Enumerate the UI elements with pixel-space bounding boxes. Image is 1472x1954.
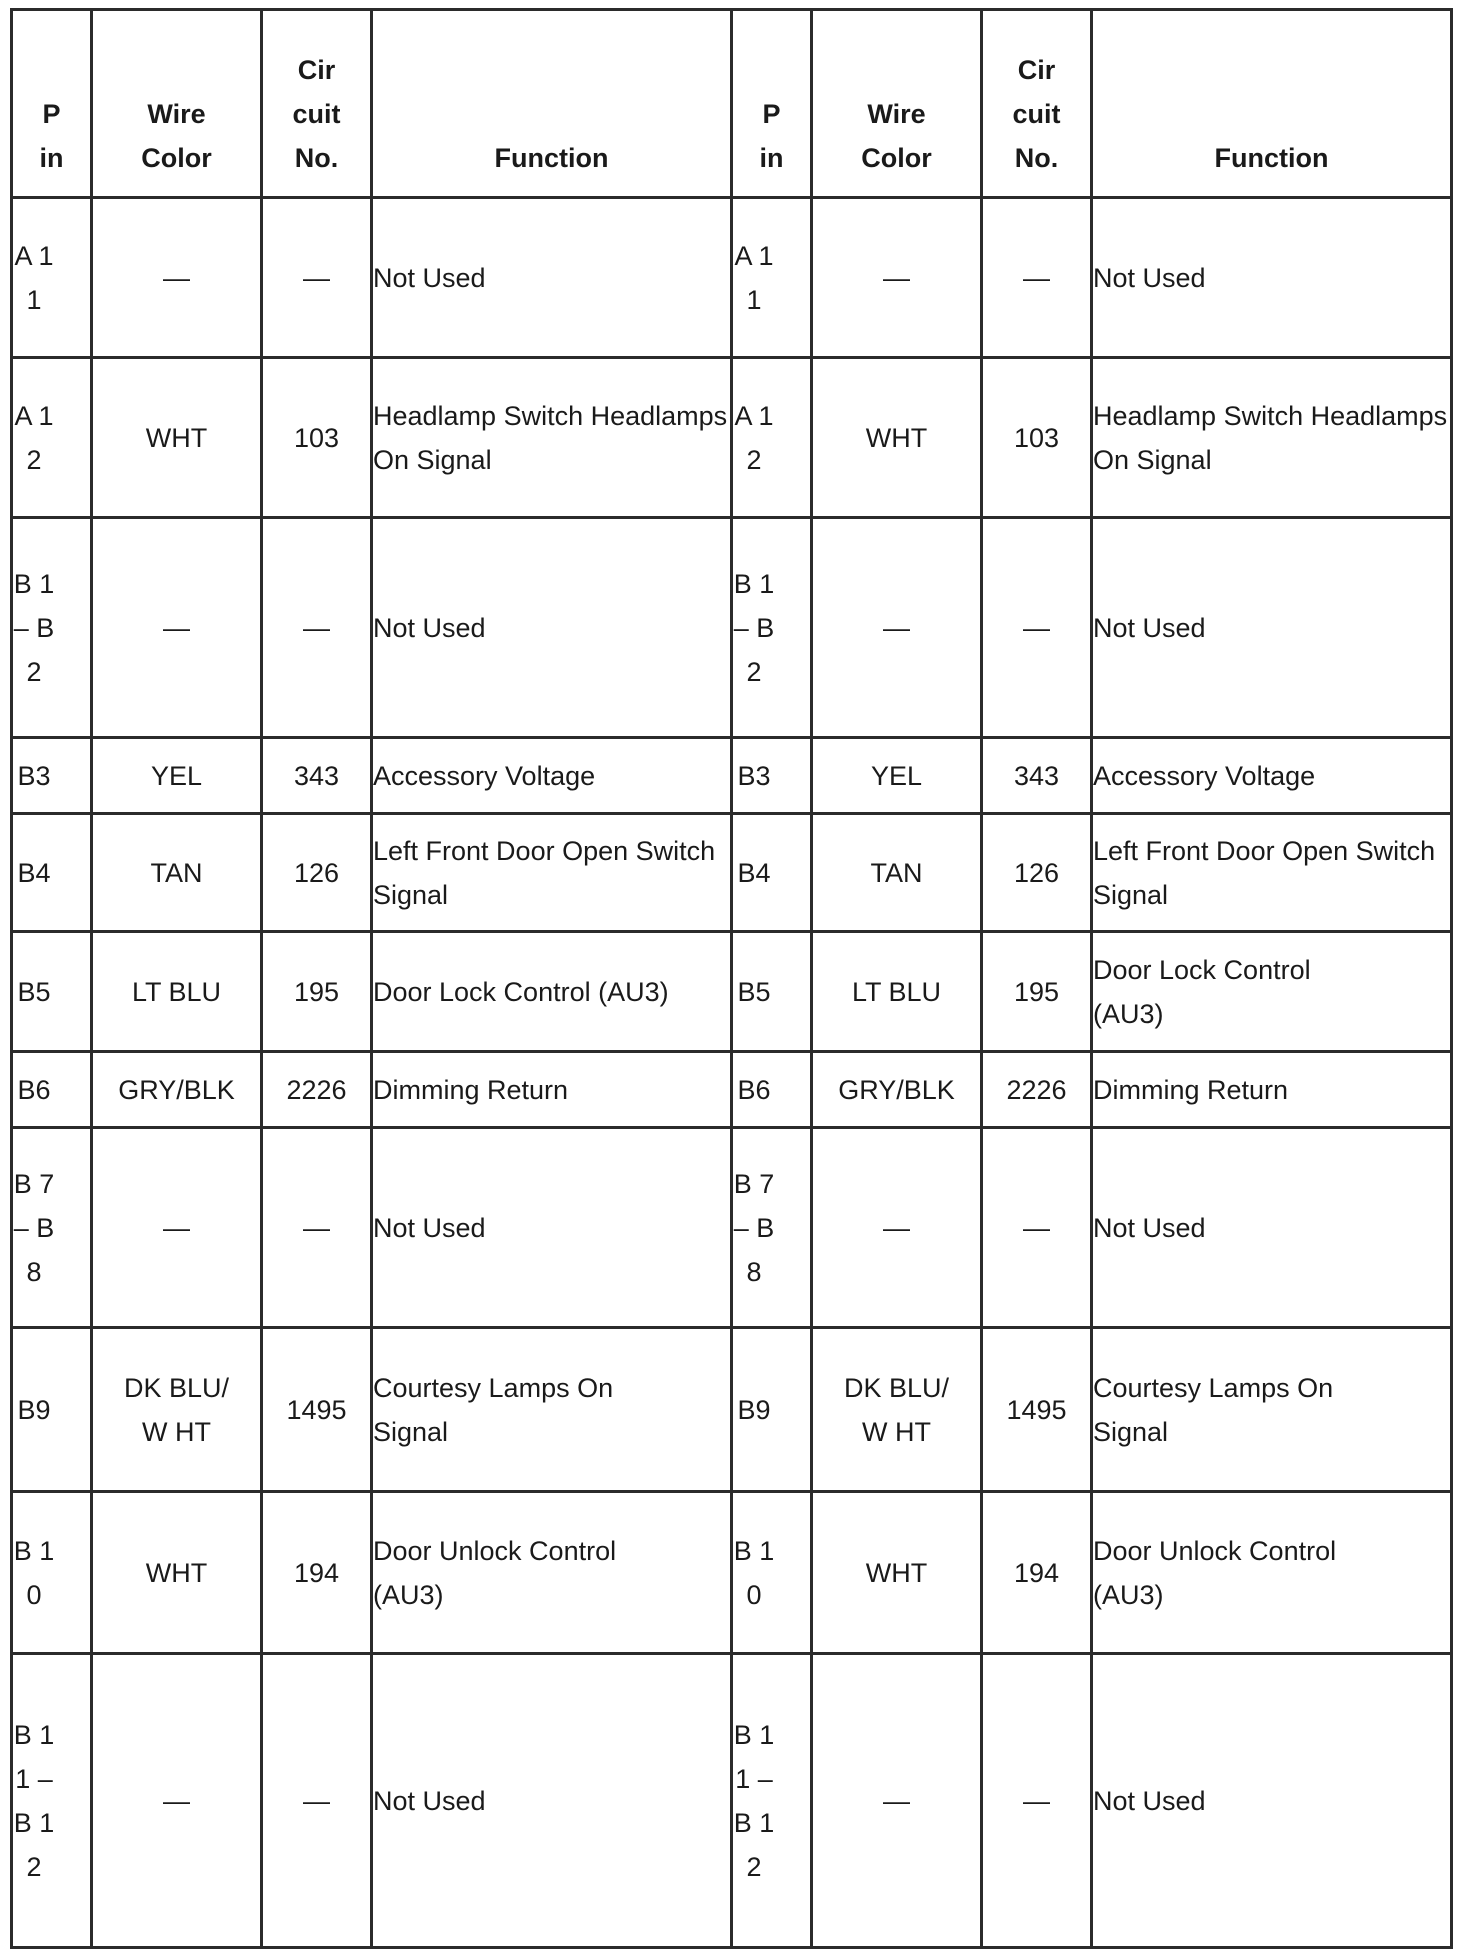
table-row	[12, 198, 1452, 358]
wire-color-cell-left: —	[92, 518, 262, 738]
circuit-number-cell-right: —	[982, 1128, 1092, 1328]
circuit-number-cell-left: —	[262, 1654, 372, 1948]
pin-cell-right: B9	[732, 1328, 812, 1492]
table-row	[12, 738, 1452, 814]
function-cell-right: Accessory Voltage	[1092, 738, 1452, 814]
circuit-number-cell-left: 1495	[262, 1328, 372, 1492]
function-cell-left: Accessory Voltage	[372, 738, 732, 814]
function-cell-left: Not Used	[372, 1654, 732, 1948]
function-cell-right: Not Used	[1092, 1128, 1452, 1328]
table-row	[12, 1128, 1452, 1328]
header-function-right: Function	[1092, 10, 1452, 198]
function-cell-left: Not Used	[372, 518, 732, 738]
circuit-number-cell-right: 195	[982, 932, 1092, 1052]
header-function-left: Function	[372, 10, 732, 198]
header-row	[12, 10, 1452, 198]
wire-color-cell-left: DK BLU/W HT	[92, 1328, 262, 1492]
pin-cell-right: B 1 1 – B 12	[732, 1654, 812, 1948]
wire-color-cell-right: —	[812, 518, 982, 738]
function-cell-right: Door Unlock Control (AU3)	[1092, 1492, 1452, 1654]
circuit-number-cell-left: 126	[262, 814, 372, 932]
wire-color-cell-right: TAN	[812, 814, 982, 932]
pin-cell-right: B 7 – B8	[732, 1128, 812, 1328]
circuit-number-cell-right: 103	[982, 358, 1092, 518]
header-circuit-no-left: Cir cuit No.	[262, 10, 372, 198]
function-cell-left: Headlamp Switch Headlamps On Signal	[372, 358, 732, 518]
pinout-table	[10, 8, 1453, 1949]
function-cell-left: Not Used	[372, 198, 732, 358]
wire-color-cell-left: WHT	[92, 1492, 262, 1654]
pin-cell-left: B3	[12, 738, 92, 814]
wire-color-cell-right: WHT	[812, 1492, 982, 1654]
table-row	[12, 358, 1452, 518]
pin-cell-right: A 12	[732, 358, 812, 518]
header-circuit-no-right: Cir cuit No.	[982, 10, 1092, 198]
pin-cell-left: B4	[12, 814, 92, 932]
function-cell-right: Left Front Door Open Switch Signal	[1092, 814, 1452, 932]
pin-cell-left: A 11	[12, 198, 92, 358]
pin-cell-left: B 10	[12, 1492, 92, 1654]
wire-color-cell-right: GRY/BLK	[812, 1052, 982, 1128]
circuit-number-cell-left: 103	[262, 358, 372, 518]
wire-color-cell-right: LT BLU	[812, 932, 982, 1052]
pin-cell-right: B6	[732, 1052, 812, 1128]
circuit-number-cell-right: 126	[982, 814, 1092, 932]
function-cell-left: Dimming Return	[372, 1052, 732, 1128]
pin-cell-right: B 1 – B2	[732, 518, 812, 738]
wire-color-cell-left: WHT	[92, 358, 262, 518]
function-cell-right: Not Used	[1092, 198, 1452, 358]
function-cell-right: Headlamp Switch Headlamps On Signal	[1092, 358, 1452, 518]
circuit-number-cell-left: —	[262, 198, 372, 358]
wire-color-cell-left: GRY/BLK	[92, 1052, 262, 1128]
header-wire-color-right: Wire Color	[812, 10, 982, 198]
table-row	[12, 814, 1452, 932]
wire-color-cell-left: —	[92, 1128, 262, 1328]
table-row	[12, 518, 1452, 738]
wire-color-cell-right: —	[812, 198, 982, 358]
pin-cell-left: B5	[12, 932, 92, 1052]
function-cell-left: Not Used	[372, 1128, 732, 1328]
circuit-number-cell-right: —	[982, 198, 1092, 358]
table-row	[12, 932, 1452, 1052]
circuit-number-cell-left: —	[262, 518, 372, 738]
circuit-number-cell-right: 2226	[982, 1052, 1092, 1128]
wire-color-cell-right: YEL	[812, 738, 982, 814]
wire-color-cell-left: LT BLU	[92, 932, 262, 1052]
circuit-number-cell-left: 195	[262, 932, 372, 1052]
circuit-number-cell-right: —	[982, 1654, 1092, 1948]
circuit-number-cell-left: 194	[262, 1492, 372, 1654]
wire-color-cell-left: —	[92, 1654, 262, 1948]
function-cell-right: Door Lock Control (AU3)	[1092, 932, 1452, 1052]
pin-cell-left: B6	[12, 1052, 92, 1128]
table-row	[12, 1654, 1452, 1948]
header-wire-color-left: Wire Color	[92, 10, 262, 198]
circuit-number-cell-left: —	[262, 1128, 372, 1328]
function-cell-left: Door Lock Control (AU3)	[372, 932, 732, 1052]
wire-color-cell-right: —	[812, 1128, 982, 1328]
table-row	[12, 1492, 1452, 1654]
pin-cell-left: B 1 – B2	[12, 518, 92, 738]
pin-cell-right: B 10	[732, 1492, 812, 1654]
pin-cell-left: B9	[12, 1328, 92, 1492]
circuit-number-cell-right: 343	[982, 738, 1092, 814]
circuit-number-cell-right: —	[982, 518, 1092, 738]
connector-pinout-sheet	[10, 8, 1450, 1946]
wire-color-cell-left: YEL	[92, 738, 262, 814]
pin-cell-right: B4	[732, 814, 812, 932]
table-row	[12, 1052, 1452, 1128]
function-cell-left: Left Front Door Open Switch Signal	[372, 814, 732, 932]
function-cell-right: Not Used	[1092, 1654, 1452, 1948]
circuit-number-cell-right: 1495	[982, 1328, 1092, 1492]
header-pin-left: P in	[12, 10, 92, 198]
wire-color-cell-right: —	[812, 1654, 982, 1948]
pin-cell-right: B5	[732, 932, 812, 1052]
function-cell-left: Courtesy Lamps On Signal	[372, 1328, 732, 1492]
pin-cell-right: B3	[732, 738, 812, 814]
function-cell-right: Not Used	[1092, 518, 1452, 738]
table-row	[12, 1328, 1452, 1492]
function-cell-left: Door Unlock Control (AU3)	[372, 1492, 732, 1654]
pin-cell-right: A 11	[732, 198, 812, 358]
circuit-number-cell-right: 194	[982, 1492, 1092, 1654]
function-cell-right: Courtesy Lamps On Signal	[1092, 1328, 1452, 1492]
wire-color-cell-left: TAN	[92, 814, 262, 932]
circuit-number-cell-left: 2226	[262, 1052, 372, 1128]
wire-color-cell-right: DK BLU/W HT	[812, 1328, 982, 1492]
wire-color-cell-right: WHT	[812, 358, 982, 518]
pin-cell-left: B 1 1 – B 12	[12, 1654, 92, 1948]
circuit-number-cell-left: 343	[262, 738, 372, 814]
header-pin-right: P in	[732, 10, 812, 198]
pin-cell-left: A 12	[12, 358, 92, 518]
wire-color-cell-left: —	[92, 198, 262, 358]
pin-cell-left: B 7 – B8	[12, 1128, 92, 1328]
function-cell-right: Dimming Return	[1092, 1052, 1452, 1128]
